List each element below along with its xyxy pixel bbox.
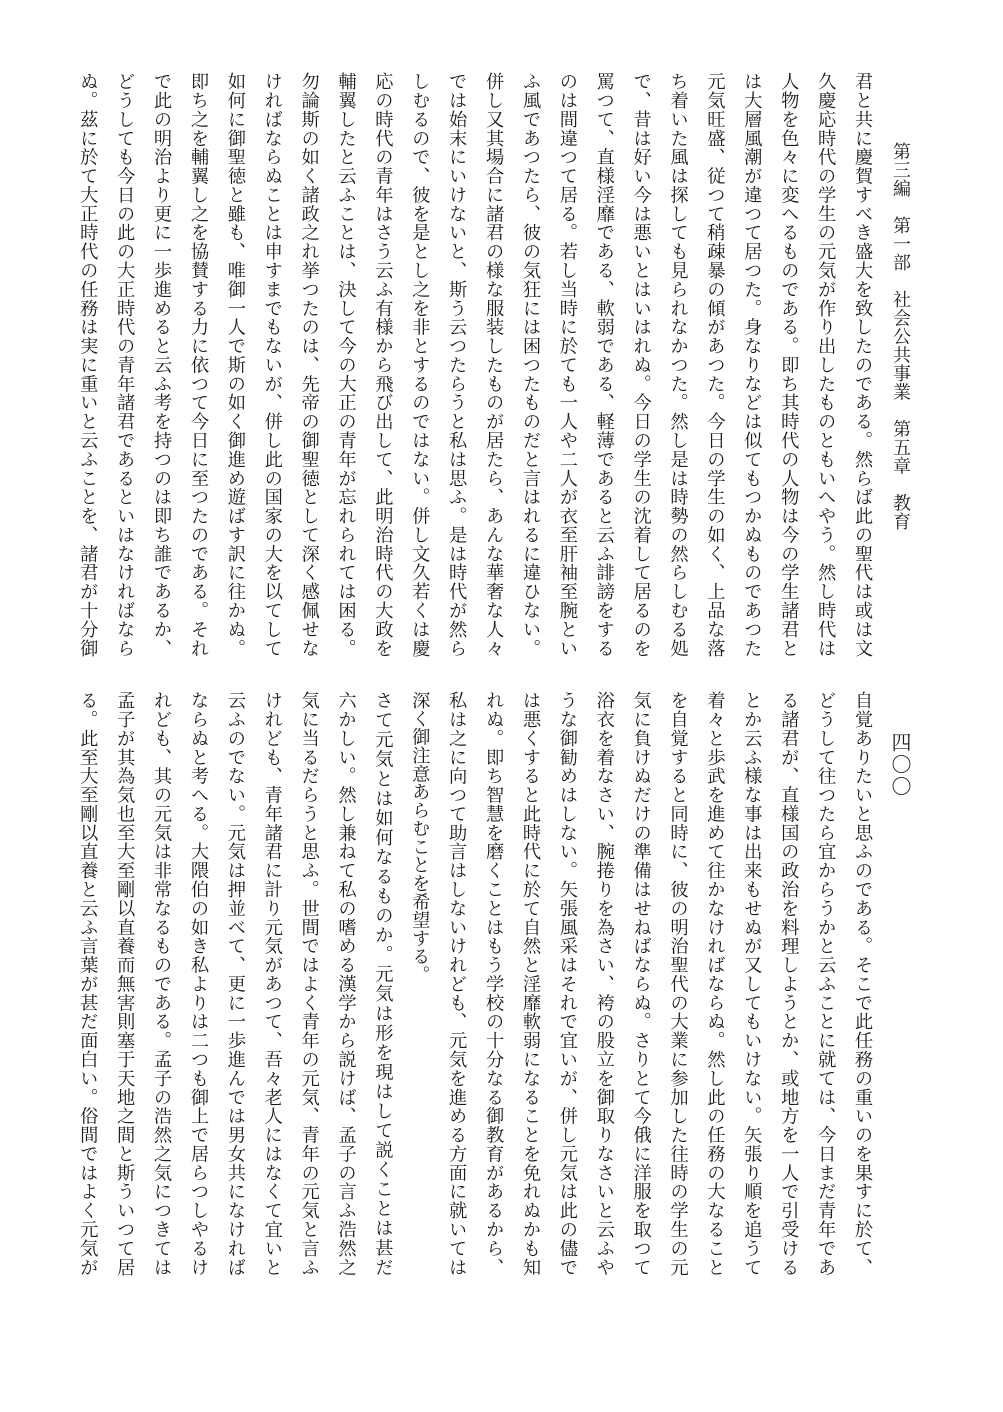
- text-line: ふ風であつたら、彼の気狂には困つたものだと言はれるに違ひない。: [519, 72, 541, 657]
- text-block-upper: [77, 72, 873, 657]
- text-line: 久慶応時代の学生の元気が作り出したものともいへやう。然し時代は: [815, 72, 837, 657]
- text-line: ければならぬことは申すまでもないが、併し此の国家の大を以てして: [261, 72, 283, 657]
- text-line: 君と共に慶賀すべき盛大を致したのである。然らば此の聖代は或は文: [852, 72, 873, 657]
- text-line: ならぬと考へる。大隈伯の如き私よりは二つも御上で居らつしやるけ: [187, 691, 209, 1276]
- running-header: 第三編 第一部 社会公共事業 第五章 教育: [890, 142, 911, 531]
- text-line: とか云ふ様な事は出来もせぬが又してもいけない。矢張り順を追うて: [741, 691, 763, 1276]
- text-line: 私は之に向つて助言はしないけれども、元気を進める方面に就いては: [446, 691, 468, 1276]
- text-line: 元気旺盛、従つて稍疎暴の傾があつた。今日の学生の如く、上品な落: [704, 72, 726, 657]
- text-line: を自覚すると同時に、彼の明治聖代の大業に参加した往時の学生の元: [667, 691, 689, 1276]
- text-line: 如何に御聖徳と雖も、唯御一人で斯の如く御進め遊ばす訳に往かぬ。: [224, 72, 246, 657]
- text-line: ぬ。茲に於て大正時代の任務は実に重いと云ふことを、諸君が十分御: [77, 72, 99, 657]
- text-line: 人物を色々に変へるものである。即ち其時代の人物は今の学生諸君と: [778, 72, 800, 657]
- text-line: のは間違つて居る。若し当時に於ても一人や二人が衣至肝袖至腕とい: [556, 72, 578, 657]
- text-line: 自覚ありたいと思ふのである。そこで此任務の重いのを果すに於て、: [852, 691, 873, 1276]
- text-block-lower: [77, 691, 873, 1276]
- text-line: 云ふのでない。元気は押並べて、更に一歩進んでは男女共になければ: [224, 691, 246, 1276]
- text-line: 深く御注意あらむことを希望する。: [409, 691, 431, 984]
- text-line: で此の明治より更に一歩進めると云ふ考を持つのは即ち誰であるか、: [151, 72, 173, 657]
- text-line: どうして往つたら宜からうかと云ふことに就ては、今日まだ青年であ: [815, 691, 837, 1276]
- page-number: 四〇〇: [888, 732, 912, 798]
- text-line: 併し又其場合に諸君の様な服装したものが居たら、あんな華奢な人々: [483, 72, 505, 657]
- text-line: る諸君が、直様国の政治を料理しようとか、或地方を一人で引受ける: [778, 691, 800, 1276]
- text-line: 罵つて、直様淫靡である、軟弱である、軽薄であると云ふ誹謗をする: [593, 72, 615, 657]
- text-line: 浴衣を着なさい、腕捲りを為さい、袴の股立を御取りなさいと云ふや: [593, 691, 615, 1276]
- text-line: 孟子が其為気也至大至剛以直養而無害則塞于天地之間と斯ういつて居: [114, 691, 136, 1276]
- text-line: は悪くすると此時代に於て自然と淫靡軟弱になることを免れぬかも知: [519, 691, 541, 1276]
- text-line: さて元気とは如何なるものか。元気は形を現はして説くことは甚だ: [372, 691, 394, 1276]
- text-line: しむるので、彼を是とし之を非とするのではない。併し文久若くは慶: [409, 72, 431, 657]
- text-line: は大層風潮が違つて居つた。身なりなどは似てもつかぬものであつた: [741, 72, 763, 657]
- text-line: れども、其の元気は非常なるものである。孟子の浩然之気につきては: [151, 691, 173, 1276]
- text-line: 輔翼したと云ふことは、決して今の大正の青年が忘れられては困る。: [335, 72, 357, 657]
- text-line: る。此至大至剛以直養と云ふ言葉が甚だ面白い。俗間ではよく元気が: [77, 691, 99, 1276]
- text-line: 応の時代の青年はさう云ふ有様から飛び出して、此明治時代の大政を: [372, 72, 394, 657]
- text-line: 気に負けぬだけの準備はせねばならぬ。さりとて今俄に洋服を取つて: [630, 691, 652, 1276]
- text-line: 着々と歩武を進めて往かなければならぬ。然し此の任務の大なること: [704, 691, 726, 1276]
- text-line: どうしても今日の此の大正時代の青年諸君であるといはなければなら: [114, 72, 136, 657]
- text-line: けれども、青年諸君に計り元気があつて、吾々老人にはなくて宜いと: [261, 691, 283, 1276]
- text-line: 六かしい。然し兼ねて私の嗜める漢学から説けば、孟子の言ふ浩然之: [335, 691, 357, 1276]
- text-line: で、昔は好い今は悪いとはいはれぬ。今日の学生の沈着して居るのを: [630, 72, 652, 657]
- text-line: れぬ。即ち智慧を磨くことはもう学校の十分なる御教育があるから、: [483, 691, 505, 1276]
- text-line: 勿論斯の如く諸政之れ挙つたのは、先帝の御聖徳として深く感佩せな: [298, 72, 320, 657]
- text-line: うな御勧めはしない。矢張風采はそれで宜いが、併し元気は此の儘で: [556, 691, 578, 1276]
- text-line: では始末にいけないと、斯う云つたらうと私は思ふ。是は時代が然ら: [446, 72, 468, 657]
- text-line: 気に当るだらうと思ふ。世間ではよく青年の元気、青年の元気と言ふ: [298, 691, 320, 1276]
- text-line: 即ち之を輔翼し之を協賛する力に依つて今日に至つたのである。それ: [187, 72, 209, 657]
- text-line: ち着いた風は探しても見られなかつた。然し是は時勢の然らしむる処: [667, 72, 689, 657]
